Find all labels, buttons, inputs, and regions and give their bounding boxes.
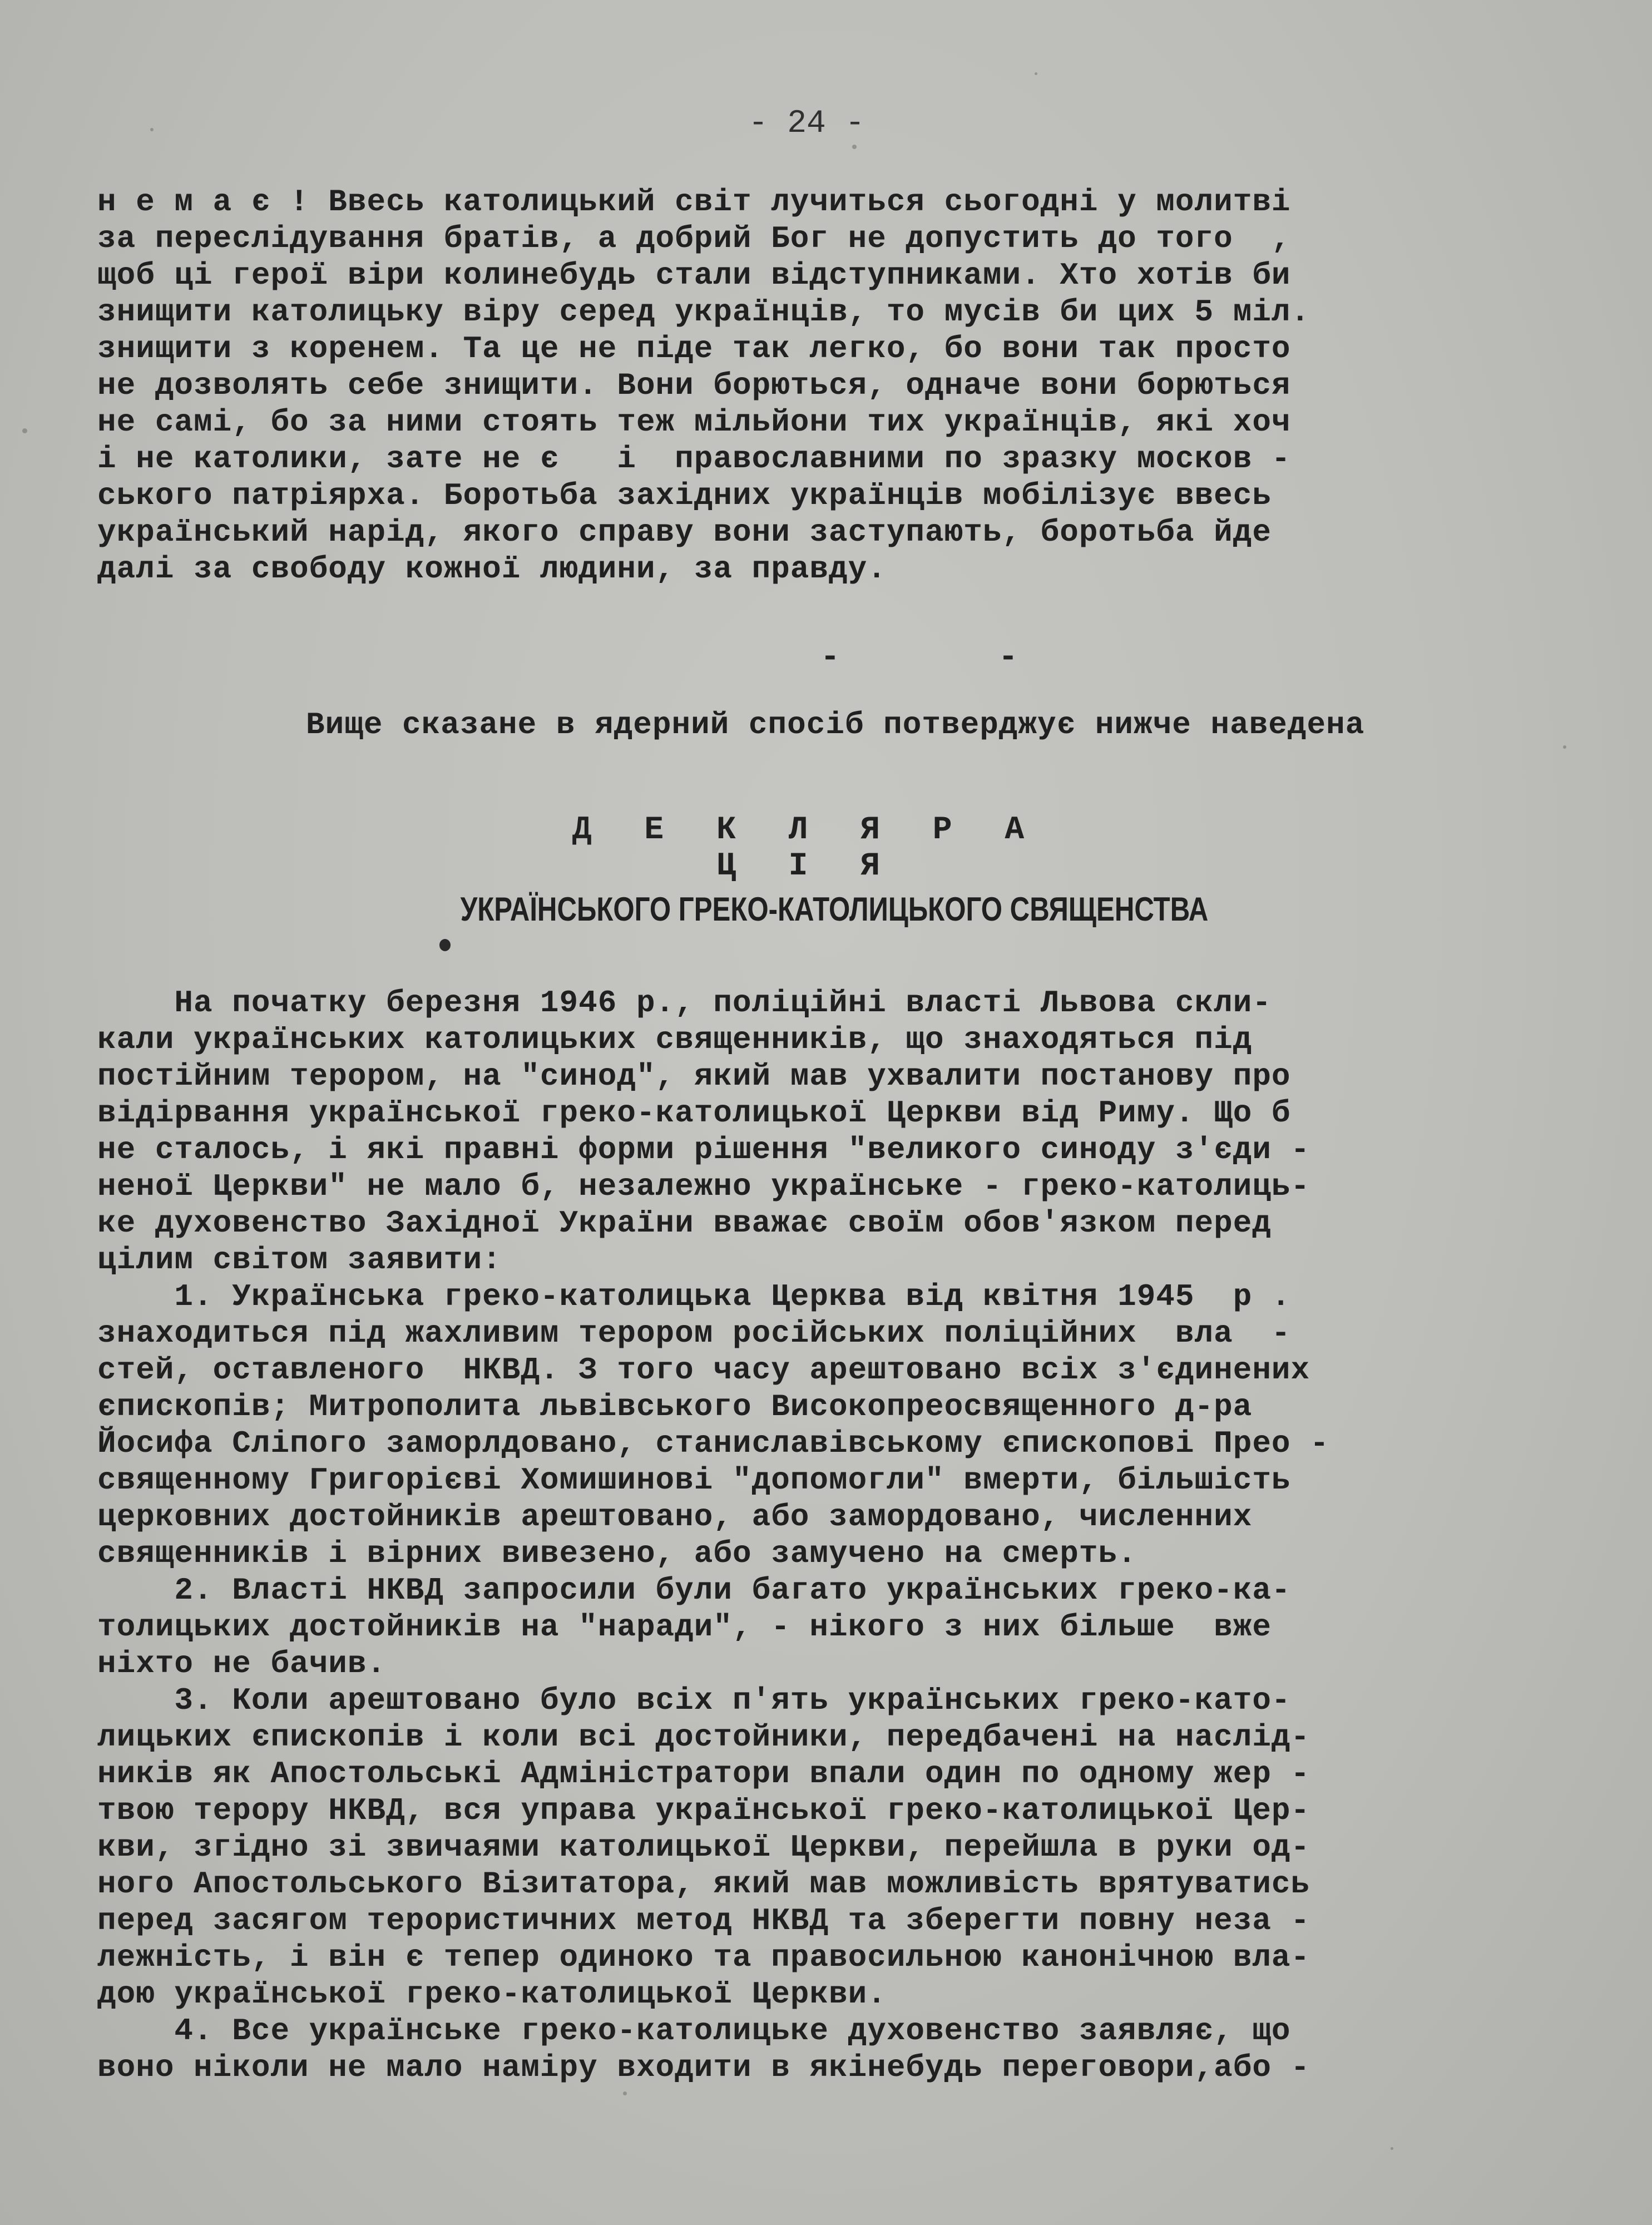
text-line: ніхто не бачив. xyxy=(97,1646,387,1682)
lead-in-line: Вище сказане в ядерний спосіб потверджує нижче наведена xyxy=(306,707,1365,743)
text-line: щоб ці герої віри колинебудь стали відступниками. Хто хотів би xyxy=(97,258,1291,293)
text-line: лежність, і він є тепер одиноко та правосильною канонічною вла- xyxy=(97,1940,1310,1975)
text-line: ського патріярха. Боротьба західних українців мобілізує ввесь xyxy=(97,478,1272,513)
text-line: і не католики, зате не є і православними по зразку москов - xyxy=(97,441,1291,477)
text-line: ників як Апостольські Адміністратори впали один по одному жер - xyxy=(97,1756,1310,1792)
text-line: не сталось, і які правні форми рішення "великого синоду з'єди - xyxy=(97,1132,1310,1168)
paper-speck xyxy=(1035,72,1037,75)
text-line: 1. Українська греко-католицька Церква від квітня 1945 р . xyxy=(97,1279,1291,1314)
text-line: н е м а є ! Ввесь католицький світ лучиться сьогодні у молитві xyxy=(97,184,1291,220)
text-line: дою української греко-католицької Церкви. xyxy=(97,1976,887,2012)
declaration-body xyxy=(97,985,1521,2086)
paper-speck xyxy=(1391,2147,1393,2150)
text-line: церковних достойників арештовано, або замордовано, численних xyxy=(97,1499,1253,1535)
text-line: твою терору НКВД, вся управа української греко-католицької Цер- xyxy=(97,1793,1310,1828)
separator-dash: - xyxy=(820,640,840,676)
text-line: знаходиться під жахливим терором російських поліційних вла - xyxy=(97,1316,1291,1351)
paper-speck xyxy=(623,2092,627,2095)
text-line: перед засягом терористичних метод НКВД та зберегти повну неза - xyxy=(97,1903,1310,1939)
text-line: знищити з коренем. Та це не піде так легко, бо вони так просто xyxy=(97,331,1291,367)
paper-speck xyxy=(150,128,154,131)
text-line: На початку березня 1946 р., поліційні власті Львова скли- xyxy=(97,985,1272,1021)
text-line: єпископів; Митрополита львівського Високопреосвященного д-ра xyxy=(97,1389,1253,1425)
text-line: священному Григорієві Хомишинові "допомогли" вмерти, більшість xyxy=(97,1462,1291,1498)
text-line: постійним терором, на "синод", який мав ухвалити постанову про xyxy=(97,1059,1291,1094)
text-line: український нарід, якого справу вони заступають, боротьба йде xyxy=(97,515,1272,550)
text-line: стей, оставленого НКВД. З того часу арештовано всіх з'єдинених xyxy=(97,1352,1310,1388)
text-line: 3. Коли арештовано було всіх п'ять українських греко-като- xyxy=(97,1683,1291,1718)
text-line: священників і вірних вивезено, або замучено на смерть. xyxy=(97,1536,1137,1571)
text-line: 4. Все українське греко-католицьке духовенство заявляє, що xyxy=(97,2013,1291,2049)
text-line: за переслідування братів, а добрий Бог не допустить до того , xyxy=(97,221,1291,256)
text-line: кали українських католицьких священників, що знаходяться під xyxy=(97,1022,1253,1057)
text-line: Йосифа Сліпого заморлдовано, станиславівському єпископові Прео - xyxy=(97,1426,1329,1461)
paper-speck xyxy=(852,145,857,149)
text-line: ке духовенство Західної України вважає своїм обов'язком перед xyxy=(97,1205,1272,1241)
text-line: неної Церкви" не мало б, незалежно українське - греко-католиць- xyxy=(97,1169,1310,1204)
text-line: лицьких єпископів і коли всі достойники, передбачені на наслід- xyxy=(97,1719,1310,1755)
text-line: ного Апостольського Візитатора, який мав можливість врятуватись xyxy=(97,1866,1310,1902)
paper-speck xyxy=(22,428,27,433)
text-line: воно ніколи не мало наміру входити в якінебудь переговори,або - xyxy=(97,2050,1310,2085)
text-line: кви, згідно зі звичаями католицької Церкви, перейшла в руки од- xyxy=(97,1830,1310,1865)
text-line: не дозволять себе знищити. Вони борються, одначе вони борються xyxy=(97,368,1291,403)
declaration-title: Д Е К Л Я Р А Ц І Я xyxy=(572,812,1041,884)
text-line: цілим світом заявити: xyxy=(97,1242,502,1278)
text-line: відірвання української греко-католицької Церкви від Риму. Що б xyxy=(97,1095,1291,1131)
text-line: далі за свободу кожної людини, за правду. xyxy=(97,551,887,587)
intro-paragraph xyxy=(97,184,1521,587)
text-line: знищити католицьку віру серед українців, то мусів би цих 5 міл. xyxy=(97,294,1310,330)
text-line: 2. Власті НКВД запросили були багато українських греко-ка- xyxy=(97,1573,1291,1608)
page-number: - 24 - xyxy=(748,106,865,142)
text-line: не самі, бо за ними стоять теж мільйони тих українців, які хоч xyxy=(97,404,1291,440)
declaration-subtitle: УКРАЇНСЬКОГО ГРЕКО-КАТОЛИЦЬКОГО СВЯЩЕНСТВА xyxy=(460,891,1209,928)
text-line: толицьких достойників на "наради", - нікого з них більше вже xyxy=(97,1609,1272,1645)
separator-dash: - xyxy=(998,640,1018,676)
paper-speck xyxy=(1563,745,1566,749)
ink-dot xyxy=(439,939,451,951)
